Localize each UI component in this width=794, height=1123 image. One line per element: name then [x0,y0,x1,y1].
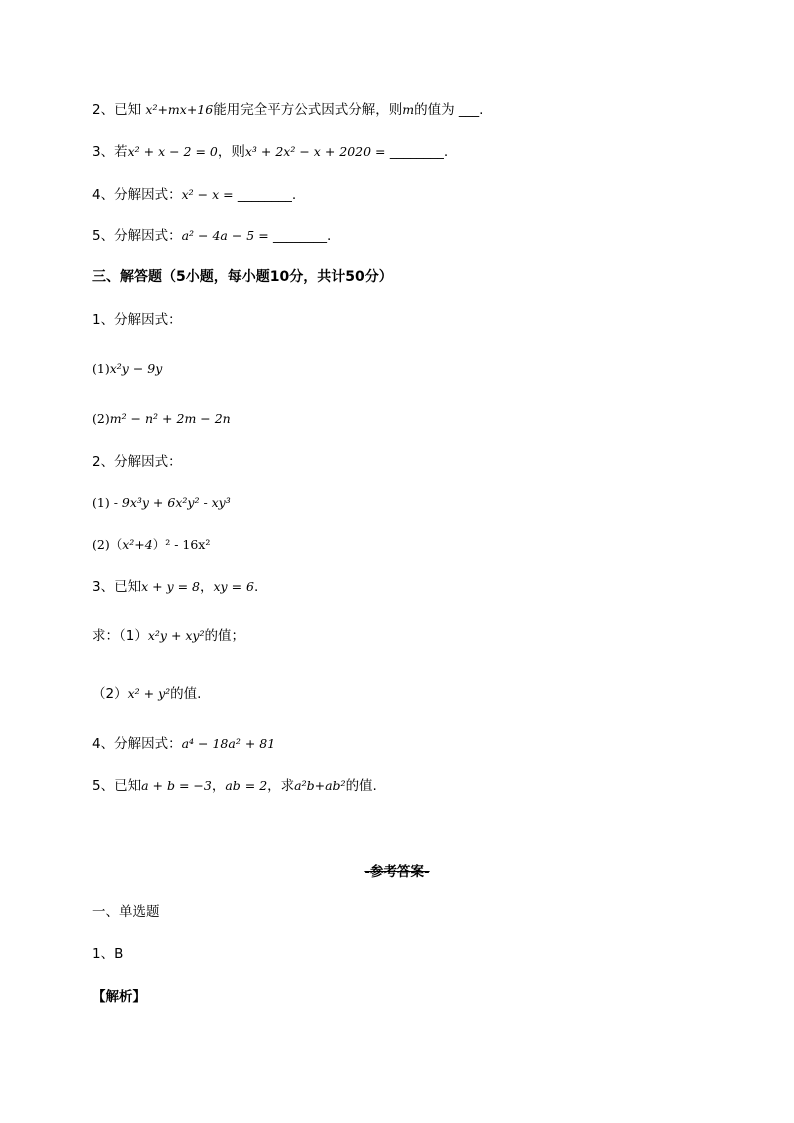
question-3-title: 3、已知x + y = 8，xy = 6. [92,579,259,595]
fill-blank-q3: 3、若x² + x − 2 = 0，则x³ + 2x² − x + 2020 = ________. [92,144,449,160]
analysis-label: 【解析】 [92,989,146,1005]
section-heading-answer-questions: 三、解答题（5小题，每小题10分，共计50分） [92,269,393,285]
fill-blank-q2: 2、已知 x²+mx+16能用完全平方公式因式分解，则m的值为 ___. [92,102,484,118]
fill-blank-q4: 4、分解因式：x² − x = ________. [92,187,297,203]
question-1-part-1: (1)x²y − 9y [92,361,163,376]
question-4: 4、分解因式：a⁴ − 18a² + 81 [92,736,276,752]
answer-item-1: 1、B [92,946,124,962]
question-2-title: 2、分解因式： [92,454,182,470]
question-3-ask-1: 求：（1）x²y + xy²的值； [92,628,246,644]
question-2-part-1: (1) - 9x³y + 6x²y² - xy³ [92,495,231,510]
answers-section-heading: 一、单选题 [92,904,160,920]
question-2-part-2: (2)（x²+4）² - 16x² [92,537,211,552]
answers-title: -参考答案- [364,864,430,880]
question-1-title: 1、分解因式： [92,312,182,328]
question-1-part-2: (2)m² − n² + 2m − 2n [92,411,231,426]
fill-blank-q5: 5、分解因式：a² − 4a − 5 = ________. [92,228,332,244]
question-3-ask-2: （2）x² + y²的值. [92,686,202,702]
question-5: 5、已知a + b = −3，ab = 2，求a²b+ab²的值. [92,778,377,794]
